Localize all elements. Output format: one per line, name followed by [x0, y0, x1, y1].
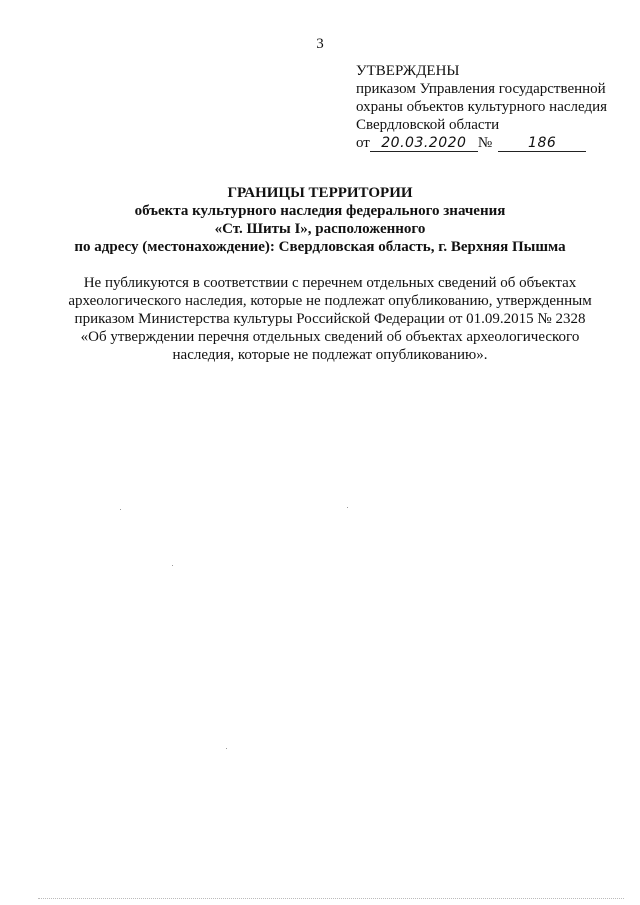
title-line-2: объекта культурного наследия федерального значения — [134, 203, 506, 219]
body-paragraph: Не публикуются в соответствии с перечнем отдельных сведений об объектах археологического наследия, которые не подлежат опубликованию, утвержденным приказом Министерства культуры Российской Федерации от 01.09.2015 № 2328 «Об утверждении перечня отдельных сведений об объектах археологического наследия, которые не подлежат опубликованию». — [68, 275, 592, 363]
date-prefix: от — [356, 135, 370, 151]
scan-speck — [347, 507, 348, 508]
number-sign: № — [477, 135, 493, 151]
scan-bottom-edge — [38, 898, 624, 899]
approval-date-number-line — [356, 134, 607, 152]
page-number: 3 — [316, 36, 324, 52]
scan-speck — [226, 748, 227, 749]
document-title — [0, 184, 640, 256]
approval-line-2: охраны объектов культурного наследия — [356, 99, 608, 115]
approval-line-3: Свердловской области — [356, 117, 500, 133]
handwritten-number: 186 — [498, 134, 586, 152]
approval-line-1: приказом Управления государственной — [356, 81, 606, 97]
title-line-3: «Ст. Шиты I», расположенного — [214, 221, 426, 237]
approval-heading: УТВЕРЖДЕНЫ — [356, 63, 460, 79]
title-line-1: ГРАНИЦЫ ТЕРРИТОРИИ — [227, 185, 413, 201]
scan-speck — [120, 509, 121, 510]
approval-block — [356, 62, 607, 152]
handwritten-date: 20.03.2020 — [370, 134, 478, 152]
scan-speck — [172, 565, 173, 566]
title-line-4: по адресу (местонахождение): Свердловская область, г. Верхняя Пышма — [74, 239, 566, 255]
